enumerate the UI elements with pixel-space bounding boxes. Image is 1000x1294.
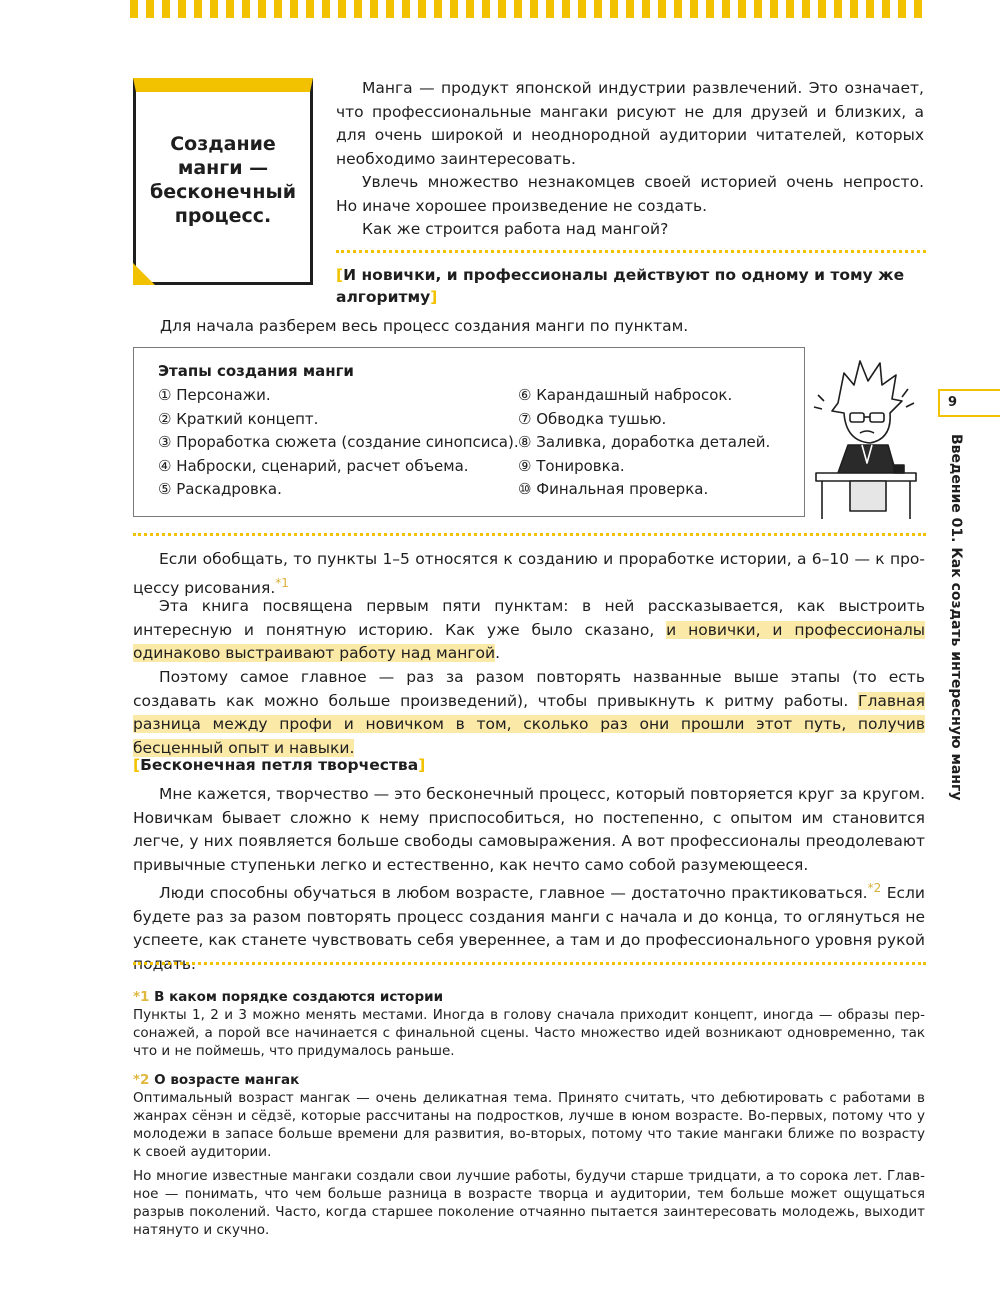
top-decorative-stripe: [130, 0, 930, 18]
section2-paragraph-2: Люди способны обучаться в любом возрасте, главное — достаточно практиковаться.$^{*2}$ Если будете раз за разом повторять процесс создания манги с начала и до конца, то оглянуться не успеете, как станете чувствовать себя увереннее, а там и до профессионального уровня рукой подать.: [133, 881, 925, 973]
highlighted-text: Главная разница между профи и новичком в том, сколько раз они прошли этот путь, получив бесценный опыт и навыки.: [133, 691, 925, 757]
running-title: Введение 01. Как создать интересную мангу: [948, 434, 964, 801]
footnote-ref-1[interactable]: *1: [275, 575, 289, 590]
stages-box: [133, 347, 805, 517]
list-item: ④ Наброски, сценарий, расчет объема.: [158, 456, 469, 475]
list-item: ③ Проработка сюжета (создание синопсиса).: [158, 433, 519, 451]
footnote-2-title: *2 О возрасте мангак: [133, 1072, 300, 1088]
intro-paragraph-1: Манга — продукт японской индустрии развлечений. Это означает, что профессиональные мангаки рисуют не для друзей и близких, а для очень широкой и неоднородной аудитории читателей, которых необходимо заинтересовать.: [336, 79, 924, 168]
list-item: ⑧ Заливка, доработка деталей.: [518, 433, 771, 451]
list-item: ① Персонажи.: [158, 386, 271, 404]
section1-lead: Для начала разберем весь процесс создания манги по пунктам.: [160, 317, 689, 335]
footnote-1-text: Пункты 1, 2 и 3 можно менять местами. Иногда в голову сначала приходит концепт, иногда — образы персонажей, а порой все начинается с финальной сцены. Часто множество идей возникают одновременно, так что и не поймешь, что придумалось раньше.: [133, 1007, 925, 1059]
list-item: ⑩ Финальная проверка.: [518, 480, 709, 498]
page-number: 9: [938, 389, 1000, 417]
section-heading-algorithm: [И новички, и профессионалы действуют по одному и тому же алгоритму]: [336, 266, 905, 306]
section-heading-loop: [Бесконечная петля творчества]: [133, 756, 426, 774]
dotted-divider: [133, 962, 926, 965]
list-item: ⑨ Тонировка.: [518, 456, 625, 475]
highlighted-text: и новички, и профессионалы одинаково выстраивают работу над мангой: [133, 620, 925, 662]
dotted-divider: [133, 533, 926, 536]
note-card-title: Создание манги — бесконечный процесс.: [149, 133, 297, 227]
stages-list-right: [518, 384, 770, 502]
body-paragraph-1: Если обобщать, то пункты 1–5 относятся к созданию и проработке истории, а 6–10 — к процессу рисования.$^{*1}$: [133, 550, 925, 597]
footnote-2-text-1: Оптимальный возраст мангак — очень деликатная тема. Принято считать, что дебютировать с работами в жанрах сёнэн и сёдзё, которые рассчитаны на подростков, лучше в юном возрасте. Во-первых, потому что у молодежи в запасе больше времени для развития, во-вторых, потому что такие мангаки ближе по возрасту к своей аудитории.: [133, 1090, 925, 1160]
page-fold-corner: [133, 263, 155, 285]
body-paragraph-3: Поэтому самое главное — раз за разом повторять названные выше этапы (то есть создавать как можно больше произведений), чтобы привыкнуть к ритму работы. Главная разница между профи и новичком в том, сколько раз они прошли этот путь, получив бесценный опыт и навыки.: [133, 668, 925, 757]
dotted-divider: [336, 250, 926, 253]
manga-character-illustration: [808, 355, 928, 523]
footnote-ref-2[interactable]: *2: [867, 881, 882, 895]
list-item: ② Краткий концепт.: [158, 409, 319, 428]
stages-list-left: [158, 384, 519, 502]
footnote-1: [133, 988, 925, 1060]
section2-paragraph-1: Мне кажется, творчество — это бесконечный процесс, который повторяется круг за кругом. Новичкам бывает сложно к нему приспособиться, но постепенно, с опытом им становится легче, у них появляется больше свободы самовыражения. А вот профессионалы преодолевают привычные ступеньки легко и естественно, как нечто само собой разумеющееся.: [133, 785, 925, 874]
footnote-2: [133, 1071, 925, 1239]
footnote-2-text-2: Но многие известные мангаки создали свои лучшие работы, будучи старше тридцати, а то сорока лет. Главное — понимать, что чем больше разница в возрасте творца и аудитории, тем больше может ощущаться разрыв поколений. Часто, когда старшее поколение отчаянно пытается заинтересовать молодежь, выходит натянуто и скучно.: [133, 1168, 925, 1238]
sticky-note-card: [133, 78, 313, 285]
list-item: ⑥ Карандашный набросок.: [518, 386, 733, 404]
intro-paragraph-3: Как же строится работа над мангой?: [362, 220, 669, 238]
list-item: ⑦ Обводка тушью.: [518, 409, 667, 428]
body-paragraph-2: Эта книга посвящена первым пяти пунктам: в ней рассказывается, как выстроить интересную и понятную историю. Как уже было сказано, и новички, и профессионалы одинаково выстраивают работу над мангой.: [133, 597, 925, 662]
footnote-1-title: *1 В каком порядке создаются истории: [133, 989, 444, 1005]
stages-title: Этапы создания манги: [158, 362, 354, 380]
intro-paragraph-2: Увлечь множество незнакомцев своей историей очень непросто. Но иначе хорошее произведение не создать.: [336, 173, 924, 215]
list-item: ⑤ Раскадровка.: [158, 480, 282, 498]
